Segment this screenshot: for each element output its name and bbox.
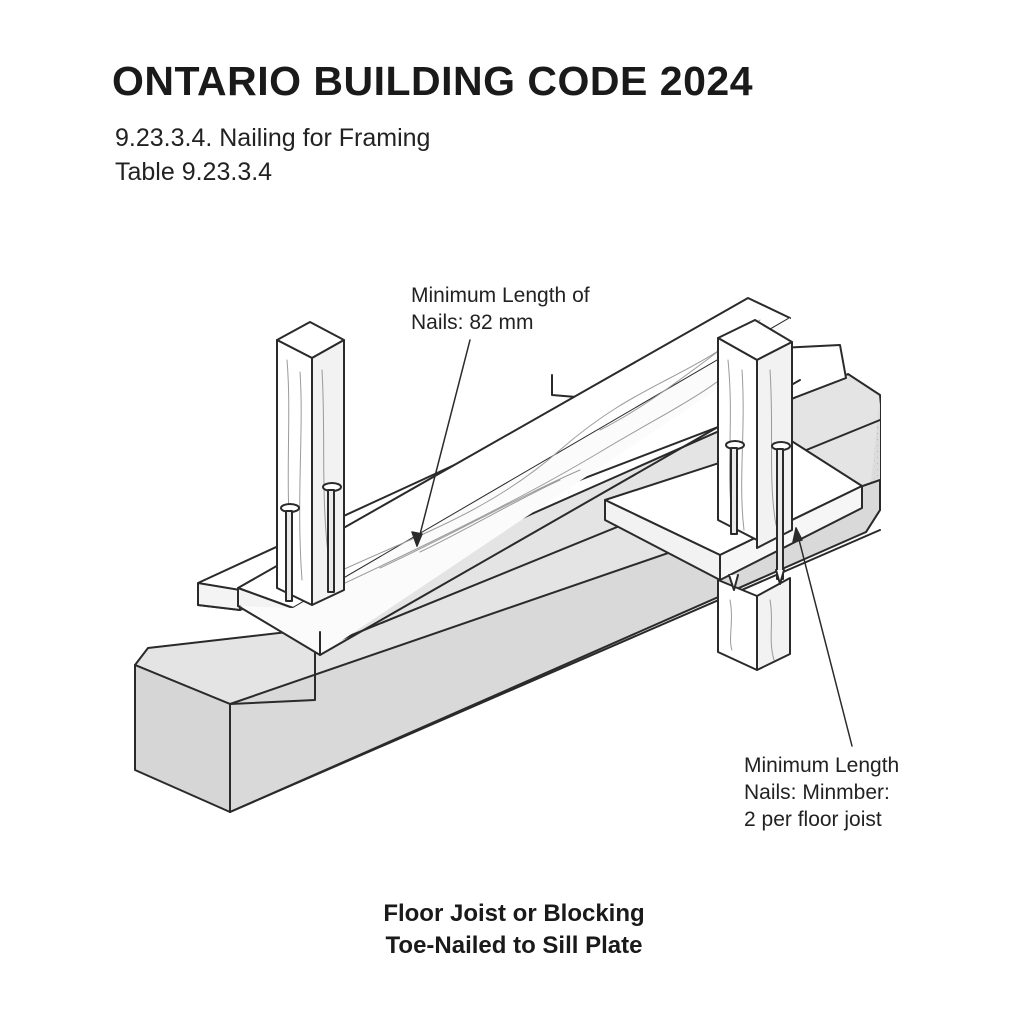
leader-line-bottom bbox=[796, 528, 852, 746]
caption-line2: Toe-Nailed to Sill Plate bbox=[385, 932, 643, 959]
callout-nail-count-line1: Minimum Length bbox=[744, 754, 900, 777]
callout-nail-count bbox=[744, 752, 899, 833]
code-section-label: 9.23.3.4. Nailing for Framing bbox=[115, 124, 431, 152]
callout-nail-length-line2: Nails: 82 mm bbox=[411, 311, 534, 334]
callout-nail-count-line3: 2 per floor joist bbox=[744, 808, 882, 831]
diagram-caption bbox=[0, 898, 1024, 962]
code-table-label: Table 9.23.3.4 bbox=[115, 158, 273, 186]
caption-line1: Floor Joist or Blocking bbox=[383, 900, 645, 927]
callout-nail-length bbox=[411, 282, 590, 336]
page-title: ONTARIO BUILDING CODE 2024 bbox=[112, 58, 753, 104]
callout-nail-count-line2: Nails: Minmber: bbox=[744, 781, 890, 804]
callout-nail-length-line1: Minimum Length of bbox=[411, 284, 590, 307]
